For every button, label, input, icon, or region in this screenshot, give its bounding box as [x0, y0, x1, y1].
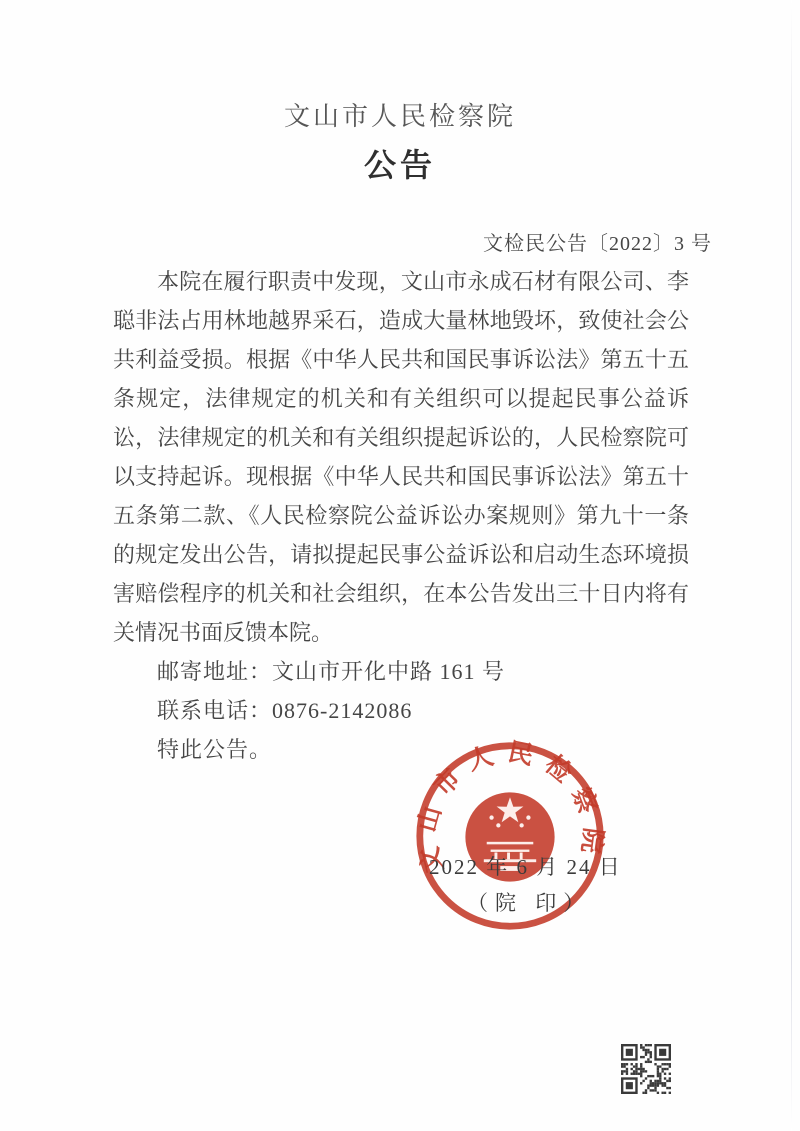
body-line: 关情况书面反馈本院。	[113, 620, 334, 645]
doc-title: 公告	[363, 147, 436, 183]
seal-ring-text: 文山市人民检察院	[413, 739, 607, 875]
body-line: 以支持起诉。现根据《中华人民共和国民事诉讼法》第五十	[113, 464, 689, 489]
seal-date: 2022 年 6 月 24 日	[429, 855, 622, 879]
body-line: 害赔偿程序的机关和社会组织，在本公告发出三十日内将有	[113, 581, 689, 606]
doc-number: 文检民公告〔2022〕3 号	[483, 233, 712, 255]
body-line: 条规定，法律规定的机关和有关组织可以提起民事公益诉	[113, 386, 689, 411]
seal-caption: （院 印）	[467, 891, 592, 915]
phone-line: 联系电话：0876-2142086	[157, 698, 413, 723]
body-line: 共利益受损。根据《中华人民共和国民事诉讼法》第五十五	[113, 347, 689, 372]
body-paragraph	[113, 262, 689, 769]
body-line: 五条第二款、《人民检察院公益诉讼办案规则》第九十一条	[113, 503, 689, 528]
page-edge-line	[791, 0, 792, 1131]
body-line: 的规定发出公告，请拟提起民事公益诉讼和启动生态环境损	[113, 542, 689, 567]
mail-address-line: 邮寄地址：文山市开化中路 161 号	[157, 659, 506, 684]
org-title: 文山市人民检察院	[283, 102, 516, 131]
qr-code	[621, 1044, 671, 1094]
body-line: 讼，法律规定的机关和有关组织提起诉讼的，人民检察院可	[113, 425, 689, 450]
body-line: 本院在履行职责中发现，文山市永成石材有限公司、李	[157, 269, 689, 294]
body-line: 聪非法占用林地越界采石，造成大量林地毁坏，致使社会公	[113, 308, 689, 333]
closing-line: 特此公告。	[157, 737, 273, 762]
